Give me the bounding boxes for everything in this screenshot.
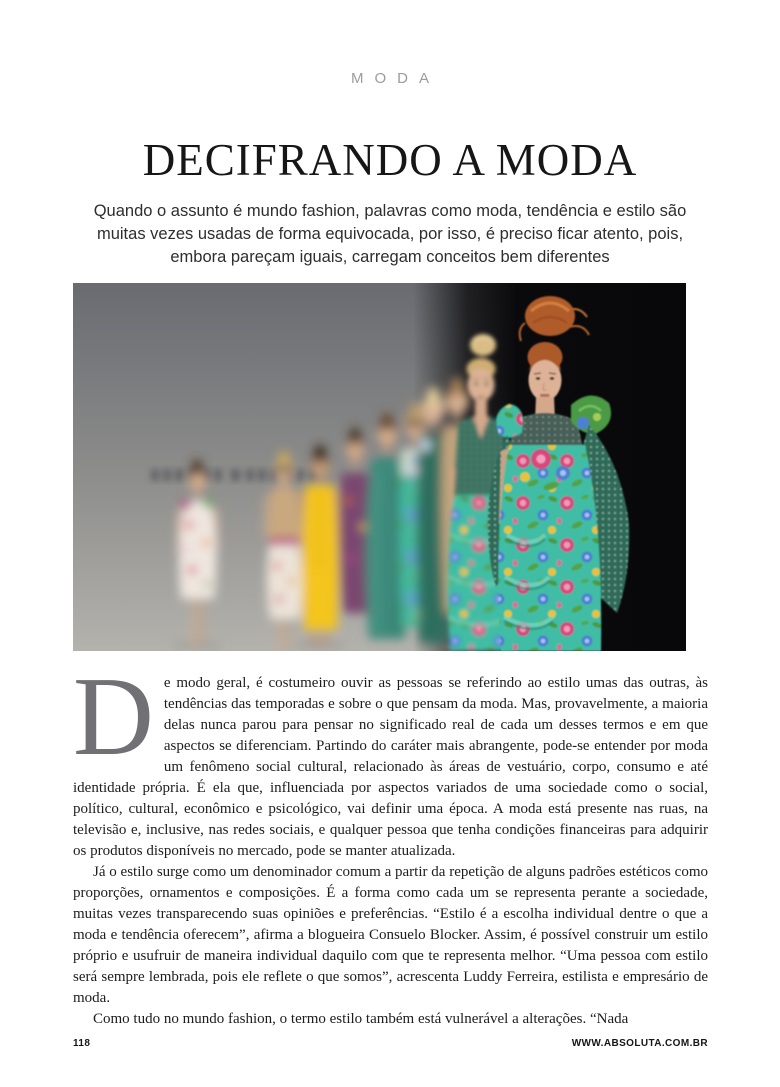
paragraph: Como tudo no mundo fashion, o termo estilo também está vulnerável a alterações. “Nada: [93, 1011, 629, 1027]
drop-cap: D: [73, 655, 154, 779]
paragraph: Já o estilo surge como um denominador comum a partir da repetição de alguns padrões estéticos como proporções, ornamentos e composições. É a forma como cada um se representa perante a sociedade, muitas vezes transparecendo suas opiniões e preferências. “Estilo é a escolha individual dentre o que a moda e tendência oferecem”, afirma a blogueira Consuelo Blocker. Assim, é possível construir um estilo próprio e usufruir de maneira individual daquilo com que te representa melhor. “Uma pessoa com estilo será sempre lembrada, pois ele reflete o que somos”, acrescenta Luddy Ferreira, estilista e empresário de moda.: [73, 864, 708, 1006]
page-number: 118: [73, 1038, 91, 1049]
section-label: MODA: [351, 70, 440, 87]
article-title: DECIFRANDO A MODA: [142, 135, 638, 185]
paragraph-text: e modo geral, é costumeiro ouvir as pessoas se referindo ao estilo umas das outras, às tendências das temporadas e sobre o que pensam da moda. Mas, provavelmente, a maioria delas nunca parou para pensar no significado real de cada um desses termos e em que aspectos se diferenciam. Partindo do caráter mais abrangente, pode-se entender por moda um fenômeno social cultural, relacionado às áreas de vestuário, corpo, consumo e até identidade própria. É ela que, influenciada por aspectos variados de uma sociedade como o social, político, cultural, econômico e psicológico, vai definir uma época. A moda está presente nas ruas, na televisão e, inclusive, nas redes sociais, e qualquer pessoa que tenha condições financeiras para adquirir os produtos disponíveis no mercado, pode se manter atualizada.: [73, 675, 708, 859]
article-body: [73, 655, 708, 1030]
deck-line: Quando o assunto é mundo fashion, palavras como moda, tendência e estilo são: [93, 202, 687, 220]
website-url: WWW.ABSOLUTA.COM.BR: [571, 1038, 708, 1049]
deck-line: embora pareçam iguais, carregam conceitos bem diferentes: [170, 248, 610, 266]
deck-line: muitas vezes usadas de forma equivocada, por isso, é preciso ficar atento, pois,: [96, 225, 684, 243]
paragraph: [73, 655, 708, 862]
runway-photo: [73, 283, 686, 651]
page-footer: [73, 1038, 708, 1049]
article-deck: [58, 200, 722, 269]
runway-photo-illustration: [73, 283, 686, 651]
